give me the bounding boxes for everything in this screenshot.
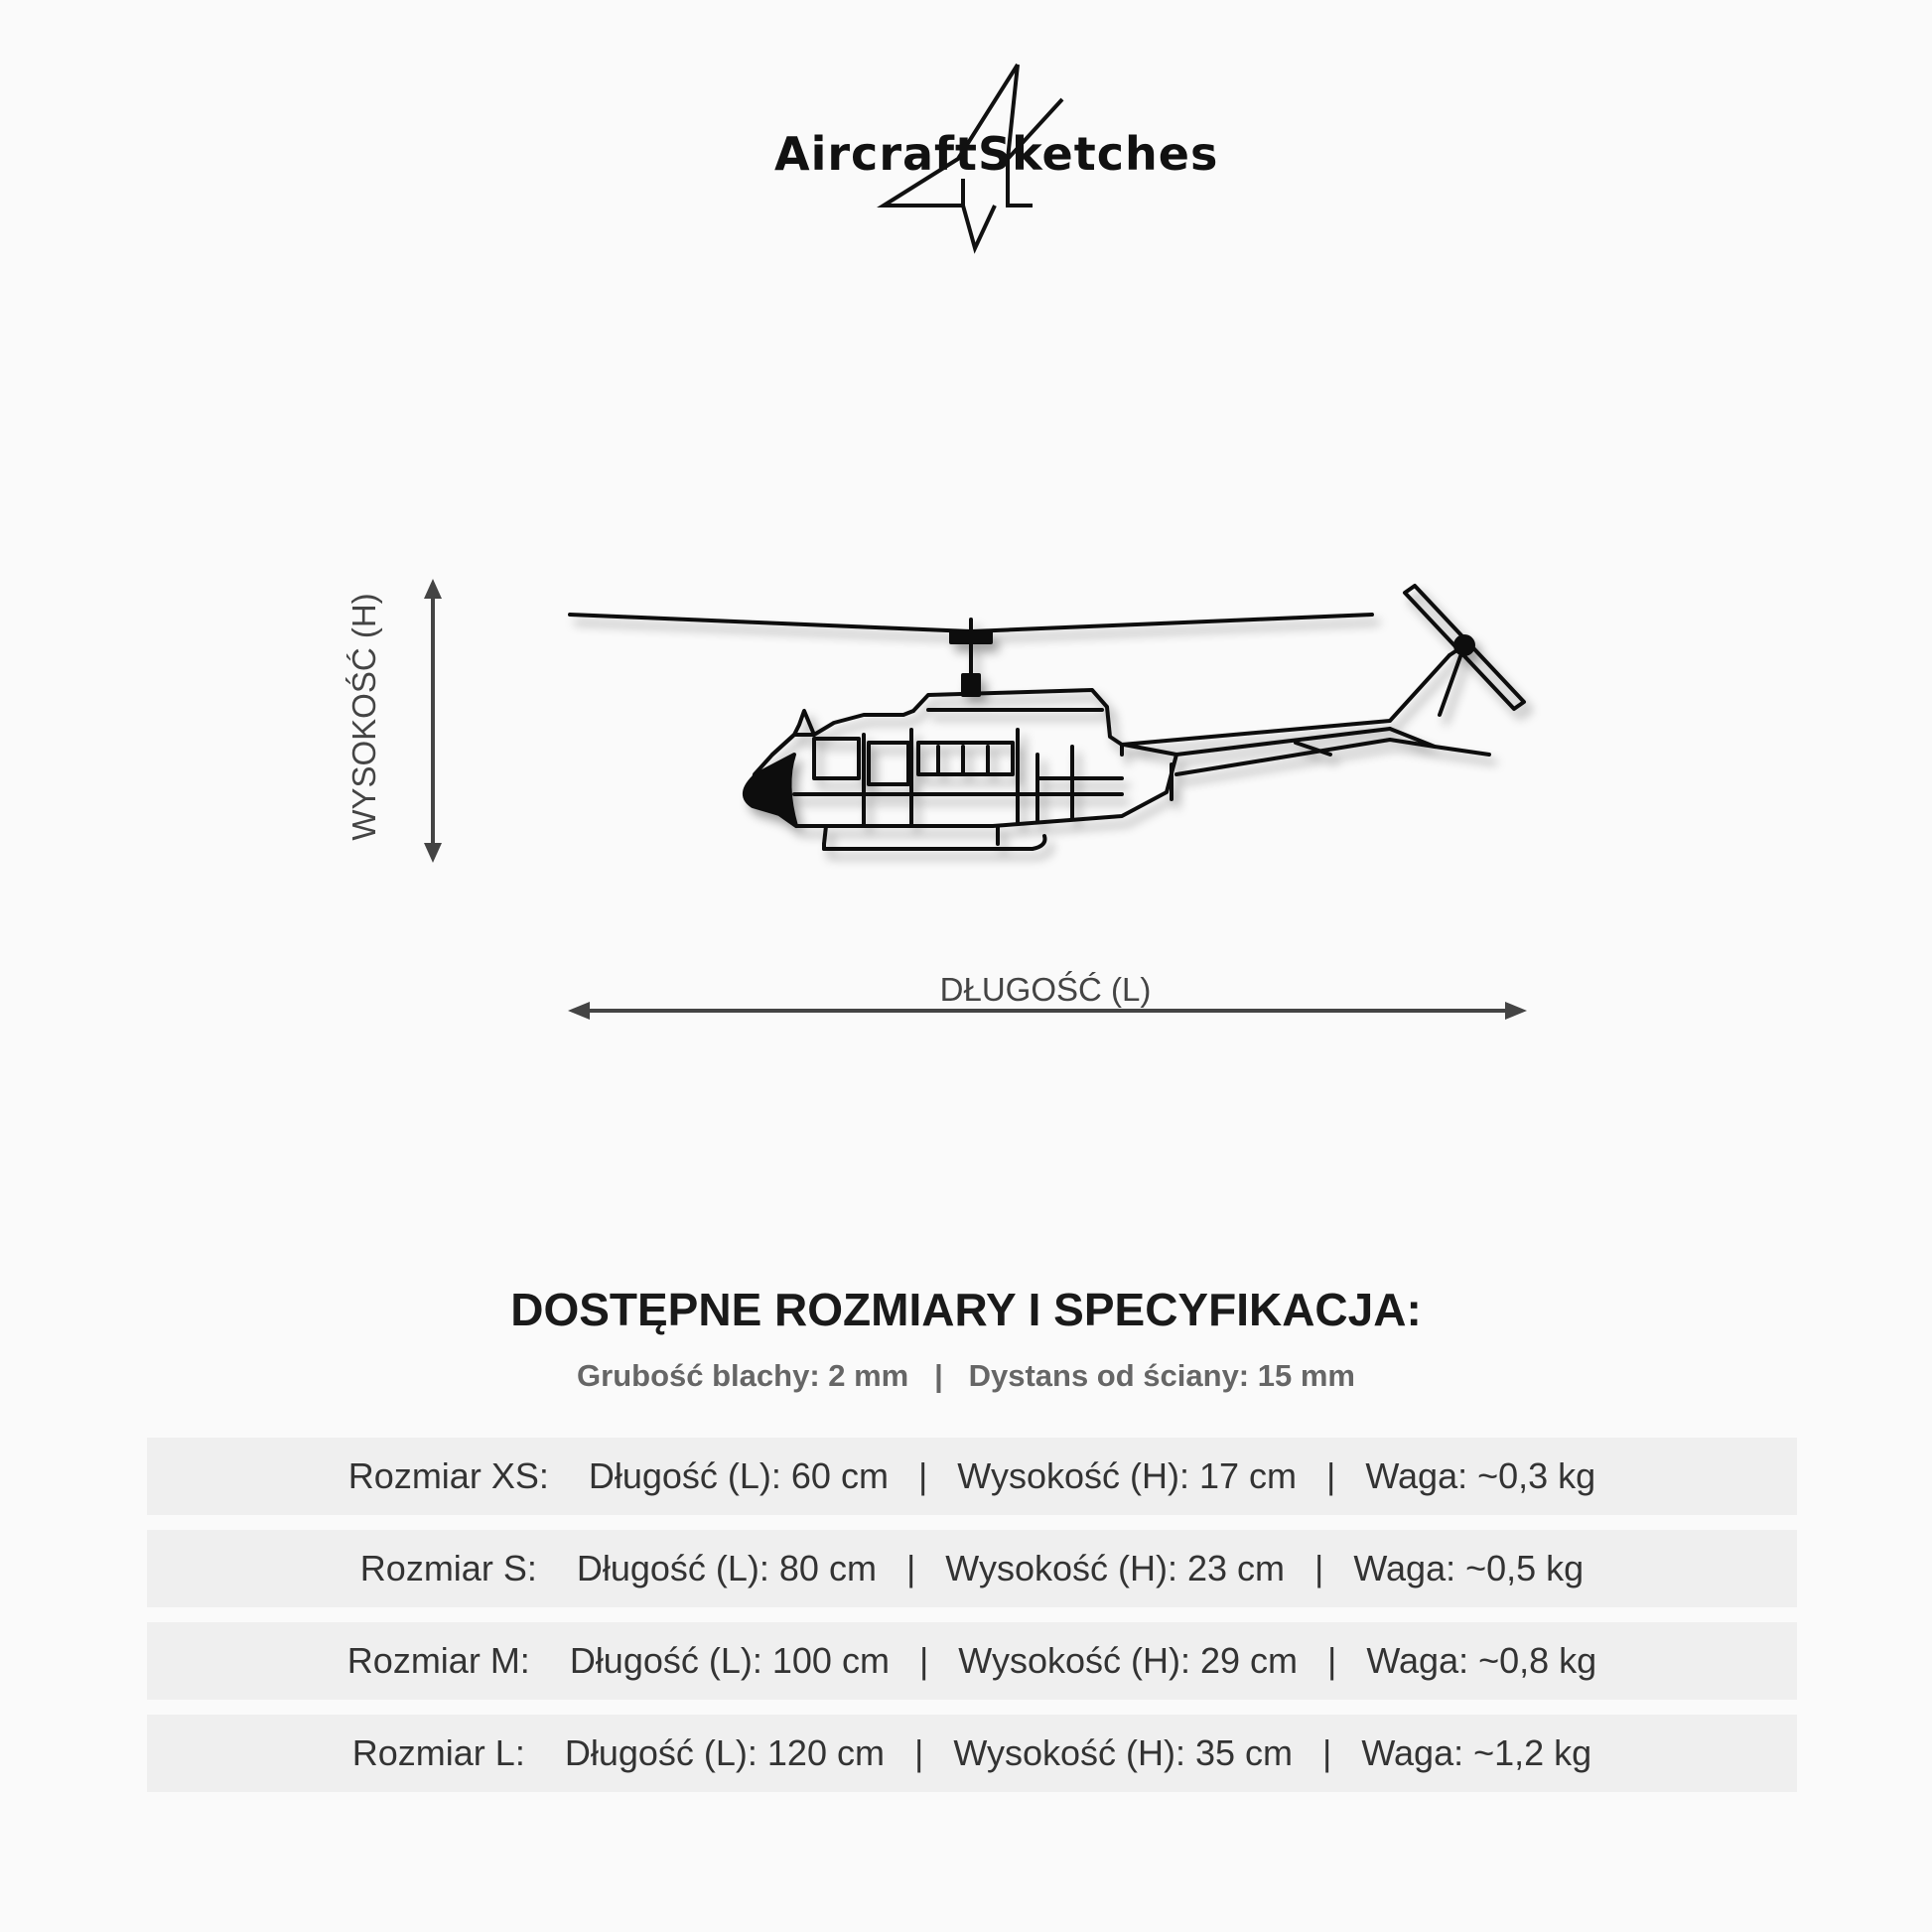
size-row-s: Rozmiar S: Długość (L): 80 cm | Wysokość (H): 23 cm | Waga: ~0,5 kg — [147, 1530, 1797, 1607]
height-label: WYSOKOŚĆ (H) — [345, 593, 382, 841]
height-arrow-icon — [424, 579, 442, 863]
specs-title: DOSTĘPNE ROZMIARY I SPECYFIKACJA: — [510, 1284, 1422, 1335]
size-table — [147, 1438, 1797, 1807]
helicopter-silhouette-icon — [570, 586, 1524, 849]
length-label: DŁUGOŚĆ (L) — [939, 971, 1152, 1008]
brand-name: AircraftSketches — [774, 127, 1219, 181]
specs-subtitle: Grubość blachy: 2 mm | Dystans od ściany: 15 mm — [577, 1358, 1355, 1393]
size-row-xs: Rozmiar XS: Długość (L): 60 cm | Wysokość (H): 17 cm | Waga: ~0,3 kg — [147, 1438, 1797, 1515]
size-row-l: Rozmiar L: Długość (L): 120 cm | Wysokość (H): 35 cm | Waga: ~1,2 kg — [147, 1715, 1797, 1792]
size-row-m: Rozmiar M: Długość (L): 100 cm | Wysokość (H): 29 cm | Waga: ~0,8 kg — [147, 1622, 1797, 1700]
